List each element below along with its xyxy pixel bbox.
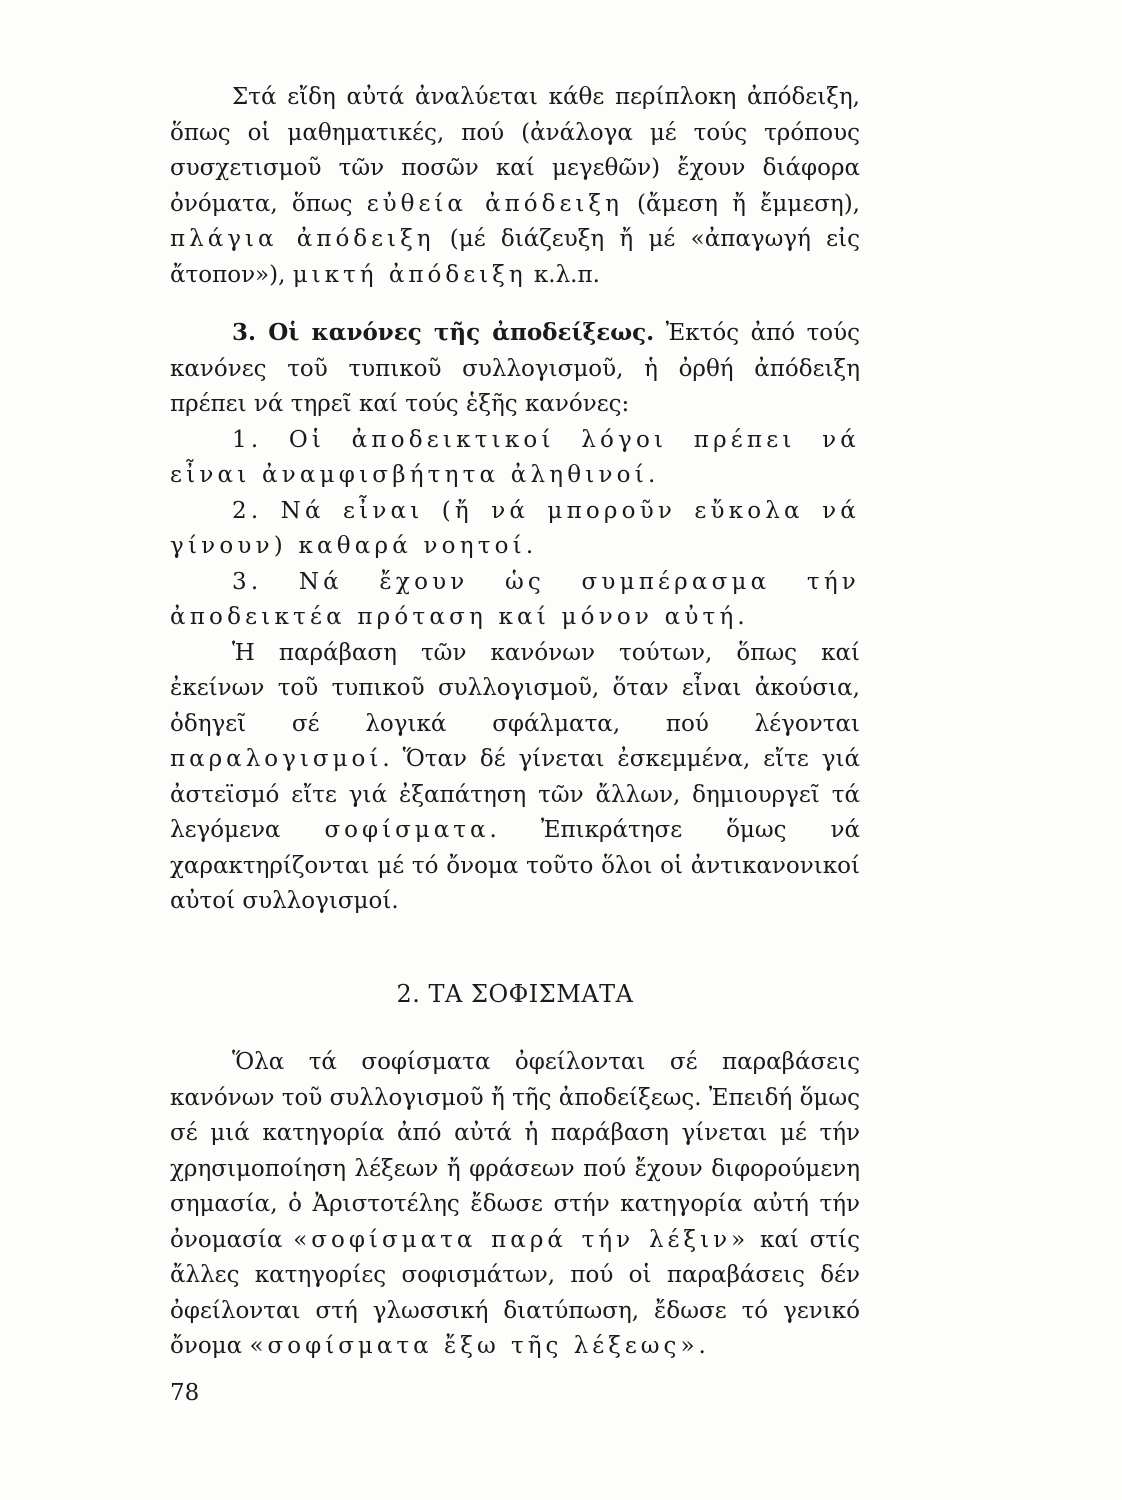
term-direct-proof: εὐθεία ἀπόδειξη — [366, 190, 623, 217]
term-sophisms: σοφίσματα — [324, 817, 490, 843]
subsection-heading: 3. Οἱ κανόνες τῆς ἀποδείξεως. — [232, 319, 655, 346]
paragraph-text: Ὅλα τά σοφίσματα ὀφείλονται σέ παραβάσεις κανόνων τοῦ συλλογισμοῦ ἤ τῆς ἀποδείξεως. Ἐπειδή ὅμως σέ μιά κατηγορία ἀπό αὐτά ἡ παράβαση γίνεται μέ τήν χρησιμοποίηση λέξεων ἤ φράσεων πού ἔχουν διφορούμενη σημασία, ὁ Ἀριστοτέλης ἔδωσε στήν κατηγορία αὐτή τήν ὀνομασία «σοφίσματα παρά τήν λέξιν» καί στίς ἄλλες κατηγορίες σοφισμάτων, πού οἱ παραβάσεις δέν ὀφείλονται στή γλωσσική διατύπωση, ἔδωσε τό γενικό ὄνομα «σοφίσματα ἔξω τῆς λέξεως». — [170, 1049, 861, 1359]
rule-item-3: 3. Νά ἔχουν ὡς συμπέρασμα τήν ἀποδεικτέα πρόταση καί μόνον αὐτή. — [170, 568, 860, 630]
term-mixed-proof: μικτή ἀπόδειξη — [292, 261, 527, 288]
paragraph-proof-types — [170, 80, 860, 293]
paragraph-violations: Ἡ παράβαση τῶν κανόνων τούτων, ὅπως καί ἐκείνων τοῦ τυπικοῦ συλλογισμοῦ, ὅταν εἶναι ἀκούσια, ὁδηγεῖ σέ λογικά σφάλματα, πού λέγονται παραλογισμοί. Ὅταν δέ γίνεται ἐσκεμμένα, εἴτε γιά ἀστεϊσμό εἴτε γιά ἐξαπάτηση τῶν ἄλλων, δημιουργεῖ τά λεγόμενα σοφίσματα. Ἐπικράτησε ὅμως νά χαρακτηρίζονται μέ τό ὄνομα τοῦτο ὅλοι οἱ ἀντικανονικοί αὐτοί συλλογισμοί. — [170, 639, 860, 914]
paragraph-proof-rules — [170, 315, 860, 920]
term-sophisms-outside-word: «σοφίσματα ἔξω τῆς λέξεως» — [249, 1333, 699, 1359]
section-title: 2. ΤΑ ΣΟΦΙΣΜΑΤΑ — [396, 980, 634, 1008]
term-indirect-proof: πλάγια ἀπόδειξη — [170, 226, 435, 252]
rules-intro: 3. Οἱ κανόνες τῆς ἀποδείξεως. Ἐκτός ἀπό τούς κανόνες τοῦ τυπικοῦ συλλογισμοῦ, ἡ ὀρθή ἀπόδειξη πρέπει νά τηρεῖ καί τούς ἑξῆς κανόνες: — [170, 319, 861, 417]
rule-item-2: 2. Νά εἶναι (ἤ νά μποροῦν εὔκολα νά γίνουν) καθαρά νοητοί. — [170, 497, 860, 559]
term-paralogisms: παραλογισμοί — [170, 746, 383, 772]
page-number: 78 — [170, 1380, 200, 1406]
paragraph-sophism-categories — [170, 1045, 860, 1365]
term-sophisms-by-word: «σοφίσματα παρά τήν λέξιν» — [293, 1226, 750, 1253]
rule-item-1: 1. Οἱ ἀποδεικτικοί λόγοι πρέπει νά εἶναι ἀναμφισβήτητα ἀληθινοί. — [170, 426, 860, 488]
paragraph-text: Στά εἴδη αὐτά ἀναλύεται κάθε περίπλοκη ἀπόδειξη, ὅπως οἱ μαθηματικές, πού (ἀνάλογα μέ τούς τρόπους συσχετισμοῦ τῶν ποσῶν καί μεγεθῶν) ἔχουν διάφορα ὀνόματα, ὅπως εὐθεία ἀπόδειξη (ἄμεση ἤ ἔμμεση), πλάγια ἀπόδειξη (μέ διάζευξη ἤ μέ «ἀπαγωγή εἰς ἄτοπον»), μικτή ἀπόδειξη κ.λ.π. — [170, 84, 860, 288]
